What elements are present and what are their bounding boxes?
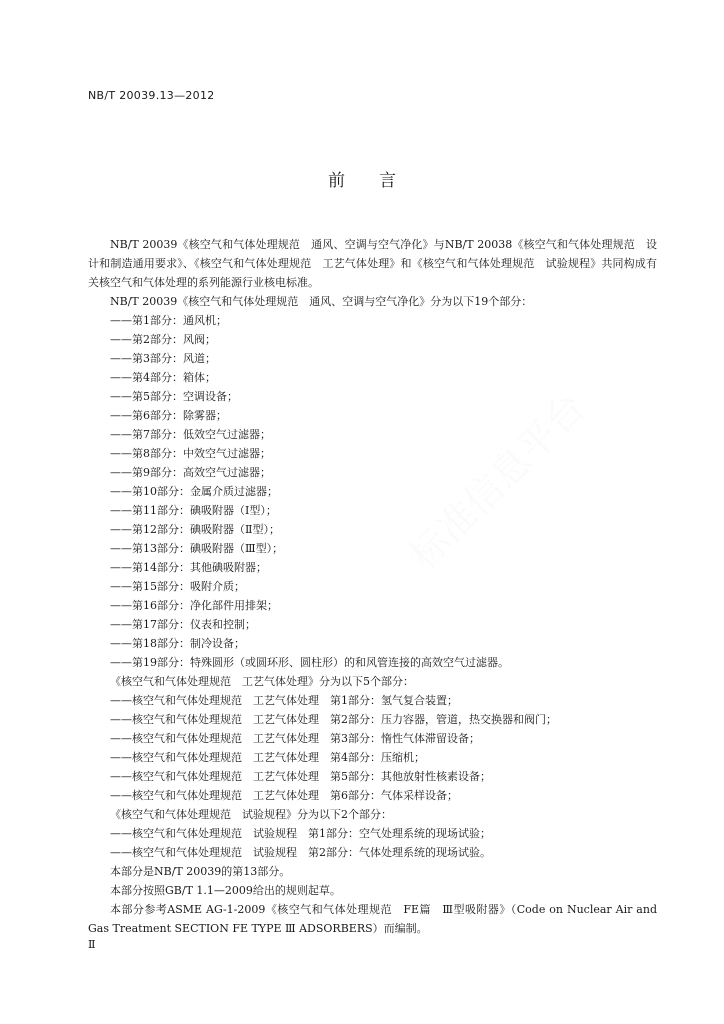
test-parts-list	[88, 824, 657, 862]
list-item: ——第8部分：中效空气过滤器；	[110, 447, 271, 460]
list-item: ——第7部分：低效空气过滤器；	[110, 428, 271, 441]
list-item: ——第18部分：制冷设备；	[110, 637, 245, 650]
list-item: ——第3部分：风道；	[110, 352, 216, 365]
list-item: ——核空气和气体处理规范 工艺气体处理 第2部分：压力容器，管道，热交换器和阀门；	[110, 713, 557, 726]
list-item: ——核空气和气体处理规范 工艺气体处理 第4部分：压缩机；	[110, 751, 425, 764]
drafting-rules-statement: 本部分按照GB/T 1.1—2009给出的规则起草。	[110, 884, 341, 897]
test-intro: 《核空气和气体处理规范 试验规程》分为以下2个部分：	[110, 808, 392, 821]
list-item: ——第11部分：碘吸附器（Ⅰ型）；	[110, 504, 277, 517]
standard-code: NB/T 20039.13—2012	[88, 89, 215, 102]
process-intro: 《核空气和气体处理规范 工艺气体处理》分为以下5个部分：	[110, 675, 414, 688]
part-of-statement: 本部分是NB/T 20039的第13部分。	[110, 865, 291, 878]
list-item: ——第2部分：风阀；	[110, 333, 216, 346]
list-item: ——第19部分：特殊圆形（或圆环形、圆柱形）的和风管连接的高效空气过滤器。	[110, 656, 509, 669]
list-item: ——第13部分：碘吸附器（Ⅲ型）；	[110, 542, 284, 555]
parts-intro: NB/T 20039《核空气和气体处理规范 通风、空调与空气净化》分为以下19个部分：	[110, 295, 533, 308]
list-item: ——第4部分：箱体；	[110, 371, 216, 384]
process-parts-list	[88, 691, 657, 805]
page-title: 前言	[328, 171, 430, 191]
list-item: ——核空气和气体处理规范 工艺气体处理 第3部分：惰性气体滞留设备；	[110, 732, 480, 745]
list-item: ——第12部分：碘吸附器（Ⅱ型）；	[110, 523, 280, 536]
watermark: 标准信息平台	[401, 385, 594, 578]
list-item: ——第16部分：净化部件用排架；	[110, 599, 278, 612]
list-item: ——第5部分：空调设备；	[110, 390, 238, 403]
list-item: ——第9部分：高效空气过滤器；	[110, 466, 271, 479]
list-item: ——第10部分：金属介质过滤器；	[110, 485, 278, 498]
intro-paragraph: NB/T 20039《核空气和气体处理规范 通风、空调与空气净化》与NB/T 20038《核空气和气体处理规范 设计和制造通用要求》、《核空气和气体处理规范 工艺气体处理》和《核空气和气体处理规范 试验规程》共同构成有关核空气和气体处理的系列能源行业核电标准。	[88, 238, 657, 289]
parts-list	[88, 311, 657, 672]
list-item: ——核空气和气体处理规范 工艺气体处理 第1部分：氢气复合装置；	[110, 694, 458, 707]
list-item: ——第6部分：除雾器；	[110, 409, 227, 422]
reference-statement: 本部分参考ASME AG-1-2009《核空气和气体处理规范 FE篇 Ⅲ型吸附器》（Code on Nuclear Air and Gas Treatment SECTION FE TYPE Ⅲ ADSORBERS）而编制。	[88, 903, 657, 935]
list-item: ——第1部分：通风机；	[110, 314, 227, 327]
list-item: ——第15部分：吸附介质；	[110, 580, 245, 593]
list-item: ——第14部分：其他碘吸附器；	[110, 561, 267, 574]
list-item: ——核空气和气体处理规范 工艺气体处理 第6部分：气体采样设备；	[110, 789, 458, 802]
list-item: ——第17部分：仪表和控制；	[110, 618, 256, 631]
page-number: Ⅱ	[88, 938, 96, 951]
list-item: ——核空气和气体处理规范 试验规程 第1部分：空气处理系统的现场试验；	[110, 827, 491, 840]
list-item: ——核空气和气体处理规范 工艺气体处理 第5部分：其他放射性核素设备；	[110, 770, 491, 783]
document-body	[88, 235, 657, 938]
list-item: ——核空气和气体处理规范 试验规程 第2部分：气体处理系统的现场试验。	[110, 846, 491, 859]
